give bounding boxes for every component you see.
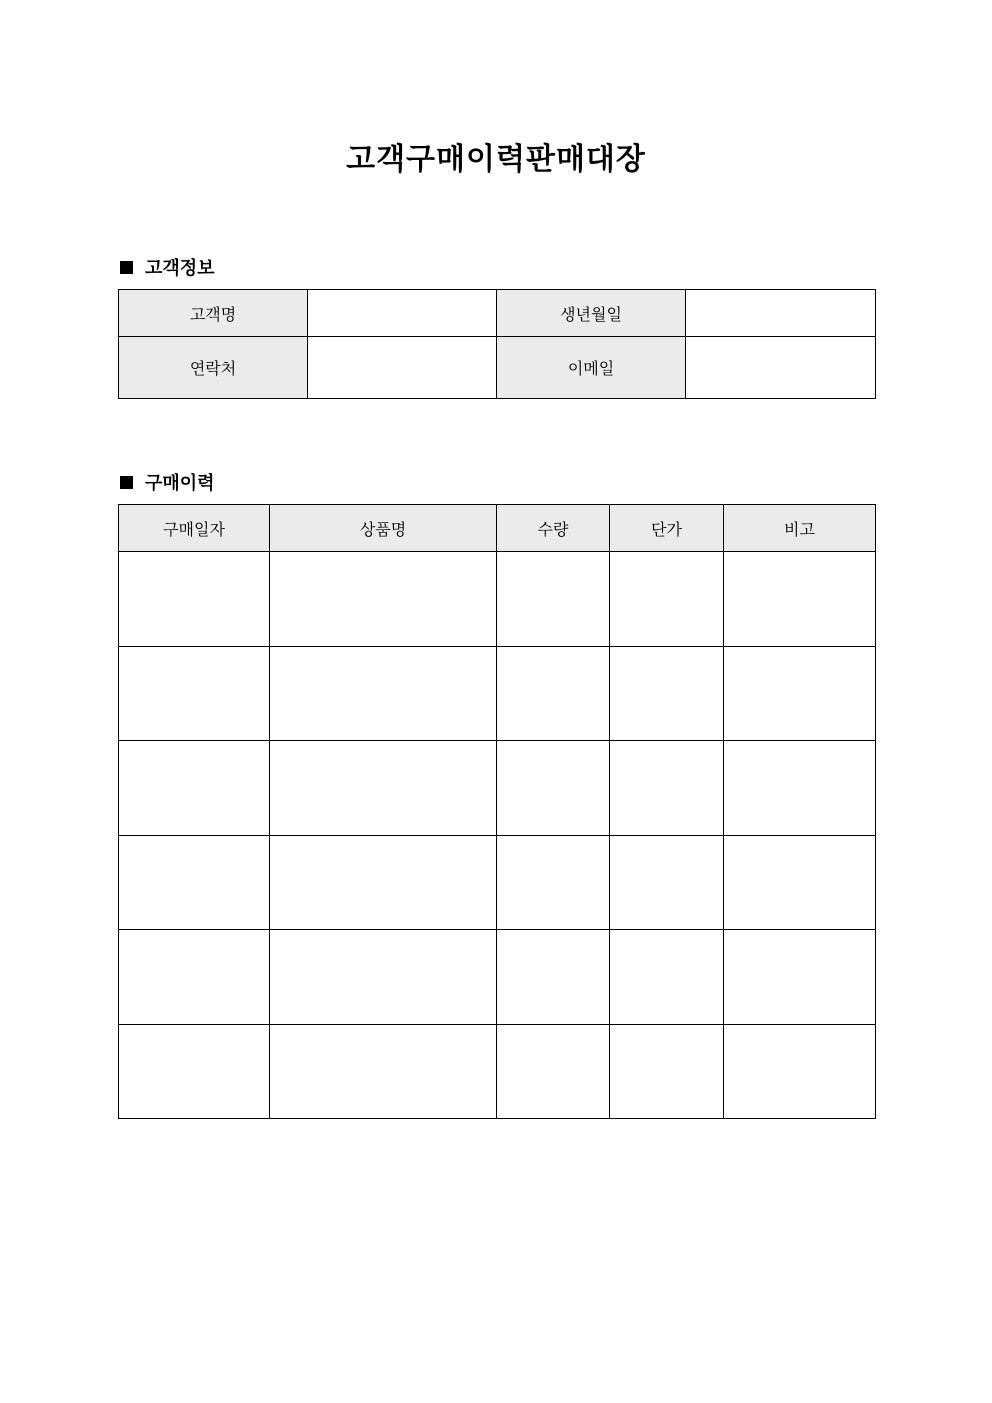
- col-header-remarks: 비고: [724, 505, 876, 552]
- product-name-cell[interactable]: [270, 552, 497, 647]
- unit-price-cell[interactable]: [610, 647, 724, 741]
- remarks-cell[interactable]: [724, 930, 876, 1025]
- table-header-row: [119, 505, 876, 552]
- remarks-cell[interactable]: [724, 552, 876, 647]
- col-header-purchase-date: 구매일자: [119, 505, 270, 552]
- remarks-cell[interactable]: [724, 836, 876, 930]
- quantity-cell[interactable]: [497, 836, 610, 930]
- unit-price-cell[interactable]: [610, 552, 724, 647]
- email-field[interactable]: [686, 337, 876, 399]
- email-label: 이메일: [497, 337, 686, 399]
- purchase-date-cell[interactable]: [119, 741, 270, 836]
- unit-price-cell[interactable]: [610, 930, 724, 1025]
- quantity-cell[interactable]: [497, 1025, 610, 1119]
- table-row: [119, 930, 876, 1025]
- customer-section-heading-text: 고객정보: [145, 258, 215, 279]
- purchase-section-heading-text: 구매이력: [145, 473, 215, 494]
- contact-label: 연락처: [119, 337, 308, 399]
- table-row: [119, 290, 876, 337]
- product-name-cell[interactable]: [270, 647, 497, 741]
- remarks-cell[interactable]: [724, 741, 876, 836]
- product-name-cell[interactable]: [270, 836, 497, 930]
- table-row: [119, 647, 876, 741]
- customer-info-table: [118, 289, 876, 399]
- table-row: [119, 741, 876, 836]
- purchase-date-cell[interactable]: [119, 552, 270, 647]
- customer-section-heading: [120, 254, 215, 280]
- table-row: [119, 552, 876, 647]
- remarks-cell[interactable]: [724, 647, 876, 741]
- unit-price-cell[interactable]: [610, 1025, 724, 1119]
- quantity-cell[interactable]: [497, 930, 610, 1025]
- col-header-unit-price: 단가: [610, 505, 724, 552]
- quantity-cell[interactable]: [497, 741, 610, 836]
- page-title: 고객구매이력판매대장: [346, 142, 646, 177]
- square-bullet-icon: [120, 476, 133, 489]
- table-row: [119, 836, 876, 930]
- purchase-date-cell[interactable]: [119, 647, 270, 741]
- quantity-cell[interactable]: [497, 552, 610, 647]
- birthdate-label: 생년월일: [497, 290, 686, 337]
- quantity-cell[interactable]: [497, 647, 610, 741]
- remarks-cell[interactable]: [724, 1025, 876, 1119]
- customer-name-field[interactable]: [308, 290, 497, 337]
- square-bullet-icon: [120, 261, 133, 274]
- customer-name-label: 고객명: [119, 290, 308, 337]
- table-row: [119, 1025, 876, 1119]
- birthdate-field[interactable]: [686, 290, 876, 337]
- unit-price-cell[interactable]: [610, 741, 724, 836]
- purchase-section-heading: [120, 469, 215, 495]
- col-header-product-name: 상품명: [270, 505, 497, 552]
- product-name-cell[interactable]: [270, 930, 497, 1025]
- purchase-date-cell[interactable]: [119, 930, 270, 1025]
- purchase-date-cell[interactable]: [119, 836, 270, 930]
- contact-field[interactable]: [308, 337, 497, 399]
- product-name-cell[interactable]: [270, 1025, 497, 1119]
- product-name-cell[interactable]: [270, 741, 497, 836]
- purchase-date-cell[interactable]: [119, 1025, 270, 1119]
- purchase-history-table: [118, 504, 876, 1119]
- unit-price-cell[interactable]: [610, 836, 724, 930]
- col-header-quantity: 수량: [497, 505, 610, 552]
- table-row: [119, 337, 876, 399]
